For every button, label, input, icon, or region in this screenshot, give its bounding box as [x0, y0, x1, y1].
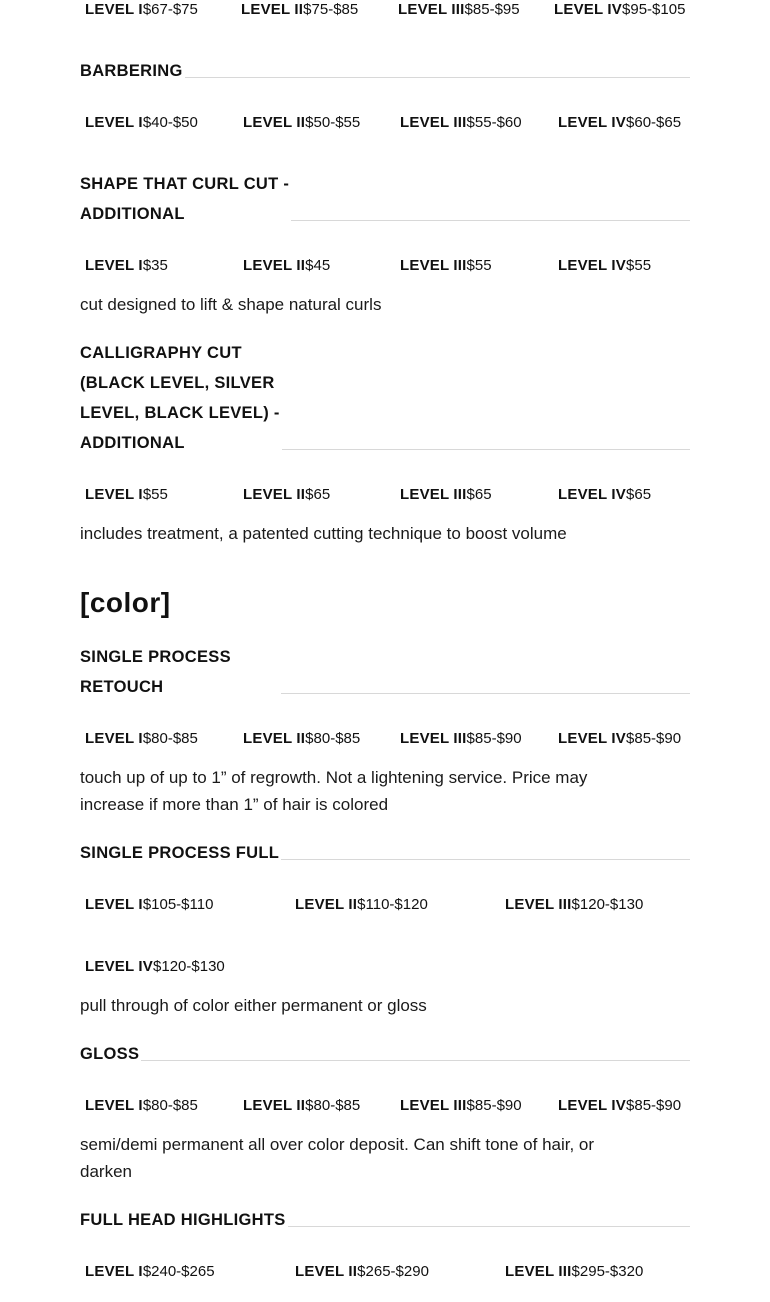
level-item	[80, 958, 225, 975]
level-price: $80-$85	[305, 1097, 361, 1114]
level-price: $85-$90	[466, 730, 522, 747]
section-divider	[282, 220, 690, 221]
section-divider	[274, 1226, 690, 1227]
level-name: LEVEL II	[295, 1263, 358, 1280]
description-line: touch up of up to 1” of regrowth. Not a lightening service. Price may	[80, 768, 588, 787]
level-name: LEVEL IV	[558, 730, 627, 747]
level-name: LEVEL II	[243, 257, 306, 274]
level-item	[80, 730, 238, 747]
level-price: $120-$130	[153, 958, 225, 975]
level-name: LEVEL III	[400, 730, 467, 747]
section-title-line: ADDITIONAL	[80, 434, 185, 452]
level-item	[290, 896, 500, 913]
level-price: $85-$90	[626, 1097, 682, 1114]
level-name: LEVEL III	[505, 896, 572, 913]
level-name: LEVEL II	[241, 1, 304, 18]
level-price: $80-$85	[142, 1097, 198, 1114]
section-title: BARBERING	[80, 56, 185, 86]
category-heading-color: [color]	[80, 587, 171, 618]
section-gloss	[80, 1039, 690, 1069]
level-row-top	[80, 1, 685, 18]
level-price: $65	[626, 486, 652, 503]
level-price: $55	[142, 486, 168, 503]
level-price: $265-$290	[357, 1263, 429, 1280]
section-single-process-full	[80, 838, 690, 868]
section-title	[80, 338, 282, 458]
section-title	[80, 642, 233, 702]
section-divider	[261, 859, 690, 860]
section-shape-that-curl	[80, 169, 690, 229]
section-calligraphy-cut	[80, 338, 690, 458]
section-single-process-retouch	[80, 642, 690, 702]
level-price: $60-$65	[626, 114, 682, 131]
description-line: darken	[80, 1162, 132, 1181]
level-name: LEVEL II	[243, 1097, 306, 1114]
section-title-line: SHAPE THAT CURL CUT -	[80, 175, 290, 193]
section-title: SINGLE PROCESS FULL	[80, 838, 281, 868]
section-title-line: CALLIGRAPHY CUT	[80, 344, 242, 362]
level-row-single-process-full	[80, 896, 643, 913]
section-title-line: SINGLE PROCESS	[80, 648, 231, 666]
level-price: $85-$95	[464, 1, 520, 18]
level-item	[80, 1097, 238, 1114]
level-row-single-process-full-2	[80, 958, 225, 975]
section-title-line: RETOUCH	[80, 678, 164, 696]
level-item	[80, 114, 238, 131]
section-title-line: ADDITIONAL	[80, 205, 185, 223]
level-name: LEVEL III	[505, 1263, 572, 1280]
level-name: LEVEL I	[85, 1097, 143, 1114]
level-item	[553, 730, 681, 747]
level-item	[393, 1, 549, 18]
level-item	[80, 486, 238, 503]
level-price: $75-$85	[303, 1, 359, 18]
level-price: $65	[305, 486, 331, 503]
level-name: LEVEL III	[398, 1, 465, 18]
section-title-line: LEVEL, BLACK LEVEL) -	[80, 404, 280, 422]
level-row-single-process-retouch	[80, 730, 681, 747]
level-price: $65	[466, 486, 492, 503]
level-row-barbering	[80, 114, 681, 131]
level-item	[80, 1263, 290, 1280]
level-name: LEVEL IV	[554, 1, 623, 18]
level-price: $85-$90	[466, 1097, 522, 1114]
section-description	[80, 1131, 594, 1185]
level-name: LEVEL I	[85, 896, 143, 913]
level-price: $295-$320	[571, 1263, 644, 1280]
level-price: $110-$120	[357, 896, 428, 913]
level-item	[553, 257, 651, 274]
section-divider	[281, 693, 690, 694]
level-name: LEVEL I	[85, 730, 143, 747]
level-name: LEVEL II	[295, 896, 358, 913]
section-description	[80, 764, 587, 818]
level-item	[238, 730, 395, 747]
level-price: $35	[142, 257, 168, 274]
level-row-full-head-highlights	[80, 1263, 643, 1280]
level-name: LEVEL II	[243, 486, 306, 503]
level-price: $67-$75	[142, 1, 198, 18]
level-row-gloss	[80, 1097, 681, 1114]
section-title: FULL HEAD HIGHLIGHTS	[80, 1205, 288, 1235]
level-item	[290, 1263, 500, 1280]
level-name: LEVEL III	[400, 486, 467, 503]
level-name: LEVEL II	[243, 114, 306, 131]
level-price: $40-$50	[142, 114, 198, 131]
section-title: GLOSS	[80, 1039, 141, 1069]
level-name: LEVEL IV	[558, 1097, 627, 1114]
level-row-calligraphy-cut	[80, 486, 651, 503]
level-name: LEVEL IV	[558, 486, 627, 503]
level-item	[238, 1097, 395, 1114]
level-item	[553, 1097, 681, 1114]
level-name: LEVEL I	[85, 1263, 143, 1280]
level-price: $55	[626, 257, 652, 274]
level-name: LEVEL III	[400, 1097, 467, 1114]
level-price: $120-$130	[571, 896, 644, 913]
level-item	[236, 1, 393, 18]
level-item	[553, 486, 651, 503]
section-full-head-highlights	[80, 1205, 690, 1235]
level-price: $45	[305, 257, 331, 274]
level-item	[80, 1, 236, 18]
level-item	[395, 486, 553, 503]
level-price: $80-$85	[142, 730, 198, 747]
level-name: LEVEL I	[85, 1, 143, 18]
section-divider	[172, 77, 690, 78]
level-item	[395, 1097, 553, 1114]
level-price: $55	[466, 257, 492, 274]
section-description: pull through of color either permanent or gloss	[80, 996, 427, 1015]
level-item	[395, 114, 553, 131]
level-name: LEVEL IV	[85, 958, 154, 975]
level-item	[395, 730, 553, 747]
section-description: cut designed to lift & shape natural curls	[80, 295, 382, 314]
section-divider	[282, 449, 690, 450]
level-item	[80, 896, 290, 913]
level-price: $240-$265	[142, 1263, 215, 1280]
level-item	[238, 486, 395, 503]
level-price: $80-$85	[305, 730, 361, 747]
level-price: $105-$110	[142, 896, 214, 913]
level-item	[395, 257, 553, 274]
level-name: LEVEL I	[85, 486, 143, 503]
level-item	[238, 114, 395, 131]
description-line: increase if more than 1” of hair is colored	[80, 795, 389, 814]
level-item	[238, 257, 395, 274]
section-description: includes treatment, a patented cutting technique to boost volume	[80, 524, 567, 543]
description-line: semi/demi permanent all over color deposit. Can shift tone of hair, or	[80, 1135, 595, 1154]
level-row-shape-that-curl	[80, 257, 651, 274]
section-barbering	[80, 56, 690, 86]
level-item	[553, 114, 681, 131]
level-name: LEVEL III	[400, 114, 467, 131]
level-item	[500, 1263, 643, 1280]
level-item	[500, 896, 643, 913]
level-price: $50-$55	[305, 114, 361, 131]
level-price: $95-$105	[622, 1, 686, 18]
section-title	[80, 169, 291, 229]
level-price: $55-$60	[466, 114, 522, 131]
level-name: LEVEL IV	[558, 114, 627, 131]
level-name: LEVEL IV	[558, 257, 627, 274]
section-title-line: (BLACK LEVEL, SILVER	[80, 374, 275, 392]
level-name: LEVEL II	[243, 730, 306, 747]
level-price: $85-$90	[626, 730, 682, 747]
section-divider	[135, 1060, 690, 1061]
level-name: LEVEL III	[400, 257, 467, 274]
level-name: LEVEL I	[85, 114, 143, 131]
level-name: LEVEL I	[85, 257, 143, 274]
level-item	[80, 257, 238, 274]
level-item	[549, 1, 685, 18]
